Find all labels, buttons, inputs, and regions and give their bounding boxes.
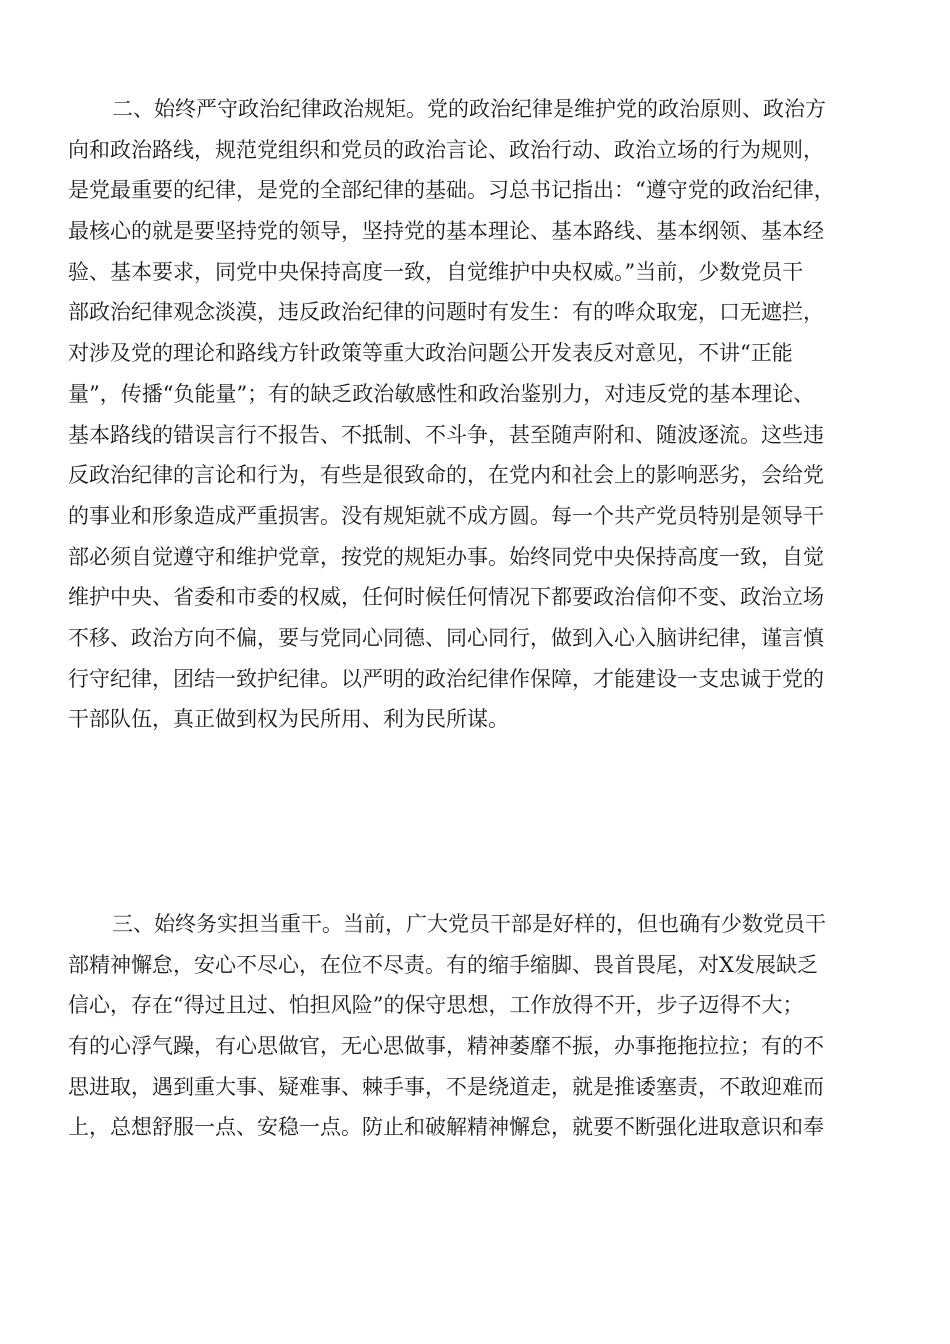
text-line: 行守纪律，团结一致护纪律。以严明的政治纪律作保障，才能建设一支忠诚于党的 — [68, 666, 824, 691]
paragraph-practical-responsibility — [68, 904, 888, 1148]
text-line: 部必须自觉遵守和维护党章，按党的规矩办事。始终同党中央保持高度一致，自觉 — [68, 544, 824, 569]
text-line: 上，总想舒服一点、安稳一点。防止和破解精神懈怠，就要不断强化进取意识和奉 — [68, 1115, 824, 1140]
paragraph-political-discipline — [68, 89, 888, 740]
text-line: 二、始终严守政治纪律政治规矩。党的政治纪律是维护党的政治原则、政治方 — [112, 97, 826, 121]
text-line: 量”，传播“负能量”；有的缺乏政治敏感性和政治鉴别力，对违反党的基本理论、 — [68, 381, 815, 406]
text-line: 最核心的就是要坚持党的领导，坚持党的基本理论、基本路线、基本纲领、基本经 — [68, 219, 824, 244]
text-line: 有的心浮气躁，有心思做官，无心思做事，精神萎靡不振，办事拖拖拉拉；有的不 — [68, 1034, 824, 1059]
text-line: 反政治纪律的言论和行为，有些是很致命的，在党内和社会上的影响恶劣，会给党 — [68, 463, 824, 488]
text-line: 基本路线的错误言行不报告、不抵制、不斗争，甚至随声附和、随波逐流。这些违 — [68, 422, 824, 447]
text-line: 向和政治路线，规范党组织和党员的政治言论、政治行动、政治立场的行为规则， — [68, 137, 824, 162]
text-line: 部精神懈怠，安心不尽心，在位不尽责。有的缩手缩脚、畏首畏尾，对X发展缺乏 — [68, 952, 818, 977]
text-line: 对涉及党的理论和路线方针政策等重大政治问题公开发表反对意见，不讲“正能 — [68, 341, 793, 366]
text-line: 信心，存在“得过且过、怕担风险”的保守思想，工作放得不开，步子迈得不大； — [68, 993, 804, 1018]
text-line: 部政治纪律观念淡漠，违反政治纪律的问题时有发生：有的哗众取宠，口无遮拦， — [68, 300, 824, 325]
text-line: 三、始终务实担当重干。当前，广大党员干部是好样的，但也确有少数党员干 — [112, 912, 826, 936]
text-line: 是党最重要的纪律，是党的全部纪律的基础。习总书记指出：“遵守党的政治纪律， — [68, 178, 835, 203]
text-line: 的事业和形象造成严重损害。没有规矩就不成方圆。每一个共产党员特别是领导干 — [68, 503, 824, 528]
text-line: 维护中央、省委和市委的权威，任何时候任何情况下都要政治信仰不变、政治立场 — [68, 585, 824, 610]
text-line: 不移、政治方向不偏，要与党同心同德、同心同行，做到入心入脑讲纪律，谨言慎 — [68, 625, 824, 650]
text-line: 干部队伍，真正做到权为民所用、利为民所谋。 — [68, 707, 509, 732]
text-line: 思进取，遇到重大事、疑难事、棘手事，不是绕道走，就是推诿塞责，不敢迎难而 — [68, 1074, 824, 1099]
text-line: 验、基本要求，同党中央保持高度一致，自觉维护中央权威。”当前，少数党员干 — [68, 259, 804, 284]
